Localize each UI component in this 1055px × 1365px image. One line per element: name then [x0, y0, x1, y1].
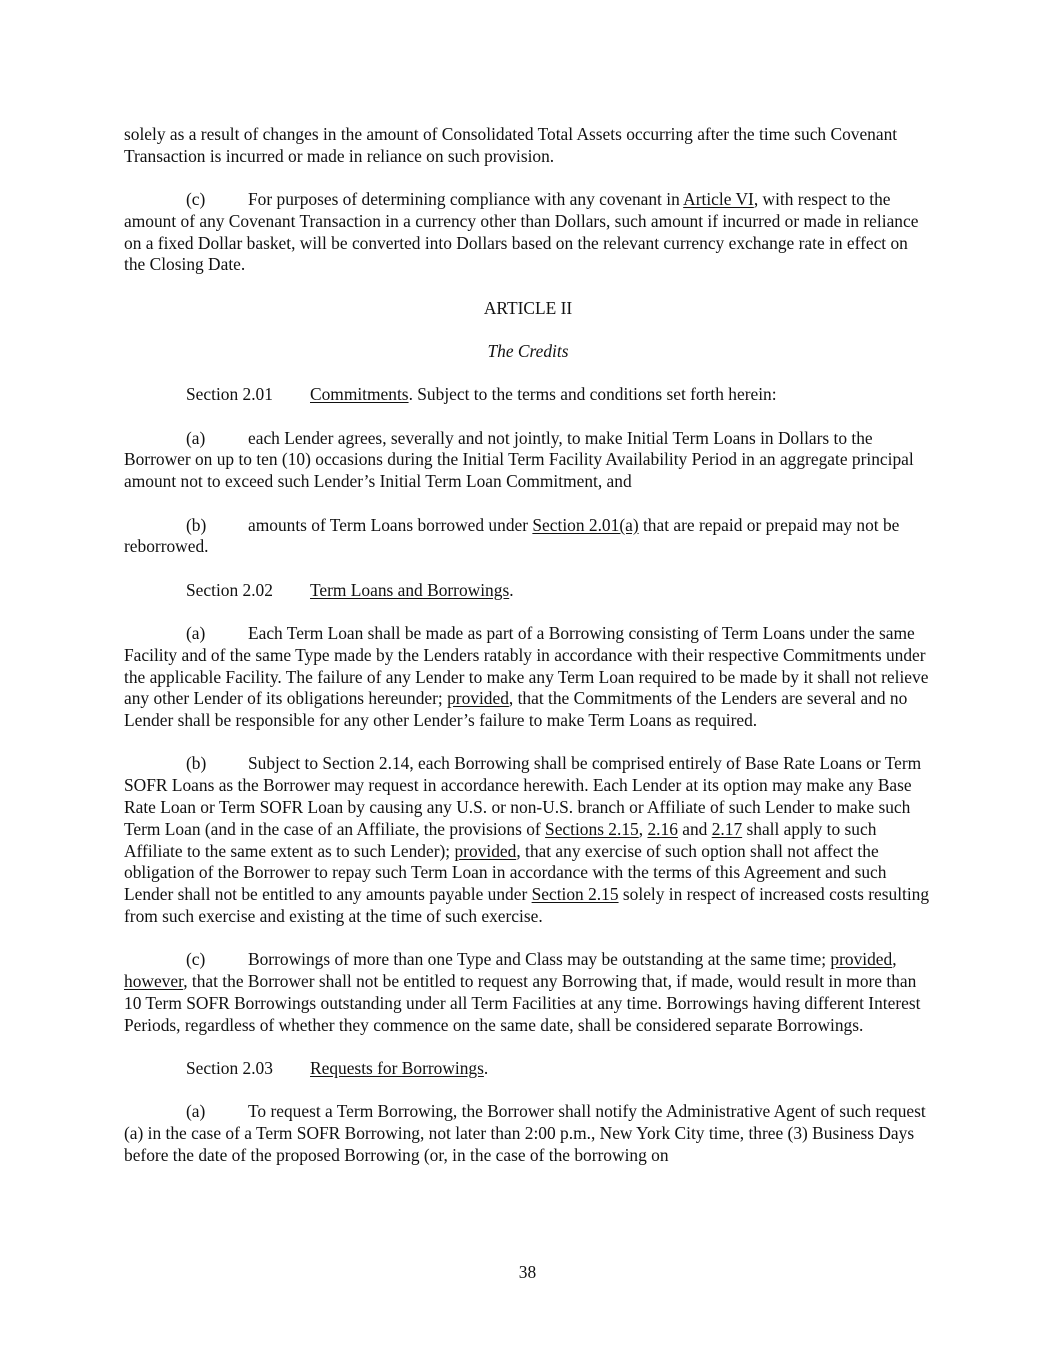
paragraph-text: Each Term Loan shall be made as part of a Borrowing consisting of Term Loans under the same Facility and of the same Type made by the Lenders ratably in accordance with their respective Commitments under the applicable Facility. The failure of any Lender to make any Term Loan required to be made by it shall not relieve any other Lender of its obligations hereunder; [124, 622, 929, 709]
clause-label: (b) [186, 514, 207, 535]
cross-reference-section-2-15: Sections 2.15 [545, 818, 639, 839]
paragraph-text: , that the Commitments of the Lenders are several and no Lender shall be responsible for any other Lender’s failure to make Term Loans as required. [124, 688, 908, 731]
paragraph-text: each Lender agrees, severally and not jointly, to make Initial Term Loans in Dollars to the Borrower on up to ten (10) occasions during the Initial Term Facility Availability Period in an aggregate principal amount not to exceed such Lender’s Initial Term Loan Commitment, and [124, 427, 914, 492]
section-text: . Subject to the terms and conditions set forth herein: [408, 384, 777, 405]
section-2-02-c [124, 949, 932, 1036]
article-title: The Credits [487, 341, 569, 362]
section-title: Commitments [310, 384, 409, 405]
clause-label: (b) [186, 753, 207, 774]
section-number: Section 2.03 [186, 1058, 273, 1078]
section-title: Requests for Borrowings [310, 1058, 484, 1078]
section-2-02-a [124, 623, 932, 732]
cross-reference-article-vi: Article VI [683, 189, 754, 210]
paragraph-text: , that any exercise of such option shall not affect the obligation of the Borrower to repay such Term Loan in accordance with the terms of this Agreement and such Lender shall not be entitled to any amounts payable under [124, 840, 887, 905]
paragraph-text: Borrowings of more than one Type and Class may be outstanding at the same time; [248, 949, 831, 970]
section-2-03-heading [124, 1058, 932, 1080]
section-number: Section 2.02 [186, 579, 273, 600]
section-text: . [509, 579, 514, 600]
section-text: . [483, 1058, 489, 1078]
paragraph-text: , with respect to the amount of any Covenant Transaction in a currency other than Dollars, such amount if incurred or made in reliance on a fixed Dollar basket, will be converted into Dollars based on the relevant currency exchange rate in effect on the Closing Date. [124, 189, 919, 275]
provided-term: provided [454, 840, 517, 861]
paragraph-text: For purposes of determining compliance with any covenant in [248, 189, 684, 210]
clause-label: (a) [186, 622, 206, 643]
paragraph-text: , that the Borrower shall not be entitled to request any Borrowing that, if made, would result in more than 10 Term SOFR Borrowings outstanding under all Term Facilities at any time. Borrowings having different Interest Periods, regardless of whether they commence on the same date, shall be considered separate Borrowings. [124, 971, 921, 1035]
section-2-02-heading [124, 580, 932, 602]
section-2-03-a [124, 1101, 932, 1166]
document-page [124, 124, 932, 1188]
section-2-01-heading [124, 384, 932, 406]
paragraph-text: Subject to Section 2.14, each Borrowing shall be comprised entirely of Base Rate Loans or Term SOFR Loans as the Borrower may request in accordance herewith. Each Lender at its option may make any Base Rate Loan or Term SOFR Loan by causing any U.S. or non-U.S. branch or Affiliate of such Lender to make such Term Loan (and in the case of an Affiliate, the provisions of [124, 753, 922, 839]
section-2-01-a [124, 428, 932, 493]
provided-term: provided [830, 949, 893, 970]
paragraph-text: that are repaid or prepaid may not be reborrowed. [124, 514, 900, 557]
section-number: Section 2.01 [186, 384, 273, 405]
clause-label: (a) [186, 1101, 206, 1122]
paragraph-continuation [124, 124, 932, 168]
however-term: however [124, 971, 184, 992]
clause-label: (a) [186, 427, 206, 448]
paragraph-text: and [677, 818, 712, 839]
paragraph-text: solely in respect of increased costs resulting from such exercise and existing at the time of such exercise. [124, 884, 930, 927]
provided-term: provided [447, 688, 509, 709]
cross-reference-section-2-16: 2.16 [647, 818, 678, 839]
paragraph-text: solely as a result of changes in the amount of Consolidated Total Assets occurring after the time such Covenant Transaction is incurred or made in reliance on such provision. [124, 124, 898, 166]
section-2-01-b [124, 515, 932, 559]
paragraph-text: To request a Term Borrowing, the Borrower shall notify the Administrative Agent of such request (a) in the case of a Term SOFR Borrowing, not later than 2:00 p.m., New York City time, three (3) Business Days before the date of the proposed Borrowing (or, in the case of the borrowing on [124, 1101, 926, 1165]
page-number: 38 [518, 1262, 537, 1282]
paragraph-text: amounts of Term Loans borrowed under [248, 514, 533, 535]
cross-reference-section-2-01-a: Section 2.01(a) [532, 514, 639, 535]
cross-reference-section-2-17: 2.17 [711, 818, 743, 839]
paragraph-c-currency [124, 189, 932, 276]
clause-label: (c) [186, 189, 206, 210]
cross-reference-section-2-15: Section 2.15 [531, 884, 619, 905]
article-heading: ARTICLE II [483, 297, 573, 318]
section-2-02-b [124, 753, 932, 927]
paragraph-text: , [638, 818, 648, 839]
paragraph-text: , [892, 949, 897, 970]
section-title: Term Loans and Borrowings [310, 579, 510, 600]
paragraph-text: shall apply to such Affiliate to the same extent as to such Lender); [124, 818, 877, 861]
clause-label: (c) [186, 949, 206, 970]
